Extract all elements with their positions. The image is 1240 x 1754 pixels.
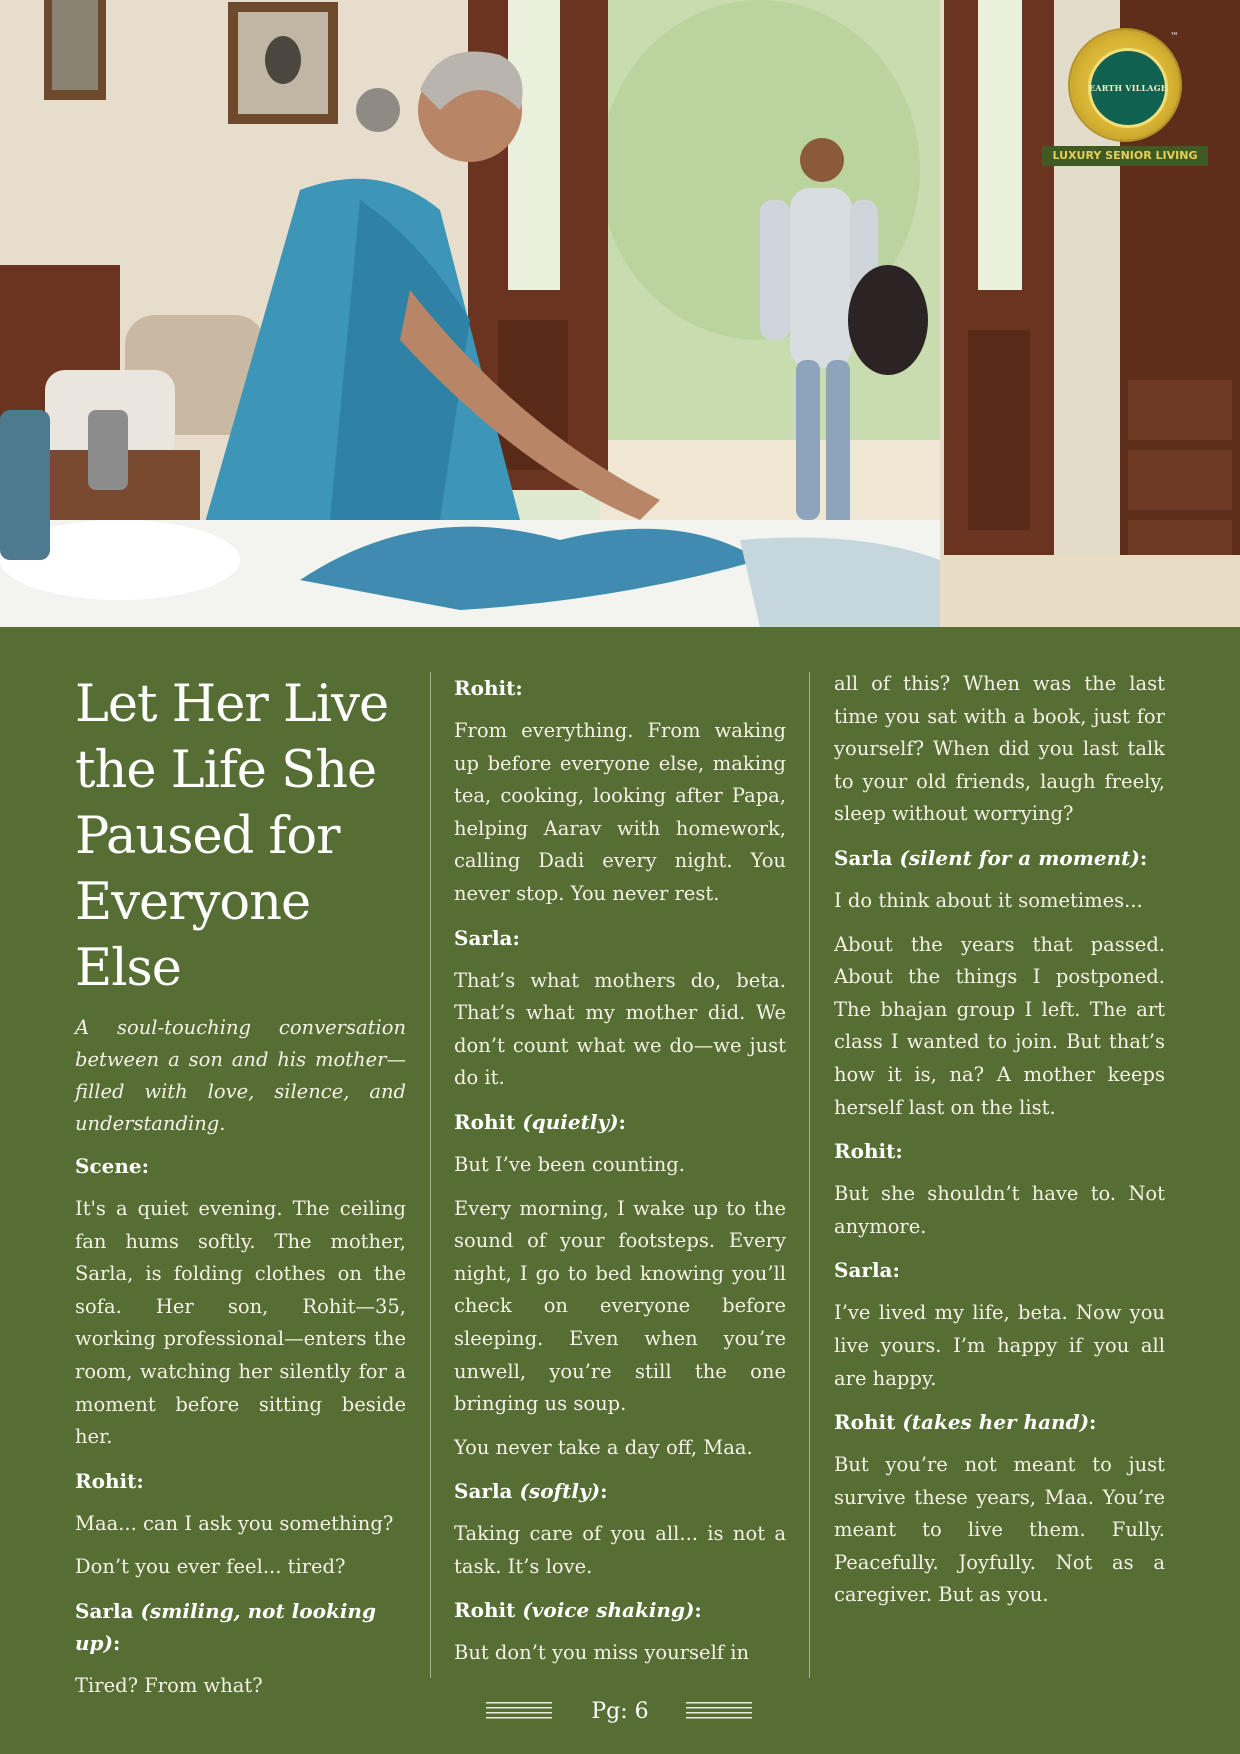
speaker-name: Rohit:	[834, 1139, 903, 1164]
speaker-name: Rohit	[834, 1410, 903, 1435]
brand-tagline: LUXURY SENIOR LIVING	[1042, 146, 1208, 166]
dialogue-paragraph: Maa... can I ask you something?	[75, 1511, 394, 1535]
dialogue-paragraph: About the years that passed. About the things I postponed. The bhajan group I left. The art class I wanted to join. But that’s how it is, na? A mother keeps herself last on the list.	[834, 932, 1165, 1119]
speaker-label	[75, 1150, 406, 1182]
column-1-body	[75, 1150, 406, 1703]
column-2-body	[454, 672, 786, 1670]
stage-direction: (smiling, not looking up)	[75, 1598, 376, 1655]
dialogue-paragraph: But don’t you miss yourself in	[454, 1641, 750, 1665]
dialogue-paragraph: I’ve lived my life, beta. Now you live yours. I’m happy if you all are happy.	[834, 1301, 1165, 1390]
speaker-name: Rohit	[454, 1109, 523, 1134]
speaker-name: Sarla:	[454, 925, 520, 950]
speaker-label	[75, 1465, 406, 1497]
dialogue-paragraph: all of this? When was the last time you sat with a book, just for yourself? When did you last talk to your old friends, laugh freely, sleep without worrying?	[834, 672, 1165, 826]
hero-photo	[0, 0, 1240, 627]
speaker-label	[454, 1475, 786, 1507]
speaker-name: Rohit:	[454, 676, 523, 700]
page-title: Let Her Live the Life She Paused for Everyone Else	[75, 675, 389, 998]
speaker-colon: :	[618, 1109, 626, 1134]
dialogue-paragraph: It's a quiet evening. The ceiling fan hums softly. The mother, Sarla, is folding clothes on the sofa. Her son, Rohit—35, working professional—enters the room, watching her silently for a moment before sitting beside her.	[75, 1197, 406, 1449]
speaker-colon: :	[694, 1598, 702, 1623]
speaker-colon: :	[1089, 1410, 1097, 1435]
brand-logo	[1042, 30, 1212, 170]
page-footer	[0, 1694, 1240, 1730]
speaker-label	[834, 842, 1165, 874]
speaker-colon: :	[1139, 845, 1148, 870]
speaker-label	[834, 1254, 1165, 1286]
speaker-label	[834, 1406, 1165, 1438]
dialogue-paragraph: You never take a day off, Maa.	[454, 1435, 753, 1459]
speaker-colon: :	[600, 1479, 608, 1504]
logo-seal	[1070, 30, 1180, 140]
footer-decoration	[686, 1702, 752, 1722]
speaker-name: Sarla	[454, 1479, 520, 1504]
dialogue-paragraph: But she shouldn’t have to. Not anymore.	[834, 1182, 1165, 1238]
speaker-label	[75, 1595, 406, 1659]
stage-direction: (takes her hand)	[902, 1410, 1090, 1435]
speaker-name: Rohit:	[75, 1468, 144, 1493]
column-divider	[809, 672, 810, 1678]
stage-direction: (voice shaking)	[522, 1598, 695, 1623]
column-2	[454, 672, 786, 1681]
page-number: Pg: 6	[591, 1699, 649, 1724]
speaker-label	[454, 922, 786, 954]
footer-decoration	[486, 1702, 552, 1722]
speaker-name: Sarla	[834, 845, 900, 870]
speaker-name: Rohit	[454, 1598, 523, 1623]
trademark-symbol: ™	[1170, 32, 1179, 42]
stage-direction: (softly)	[519, 1479, 601, 1504]
page-subtitle: A soul-touching conversation between a son and his mother—filled with love, silence, and understanding.	[75, 1016, 406, 1135]
column-divider	[430, 672, 431, 1678]
column-3	[834, 668, 1165, 1623]
dialogue-paragraph: Taking care of you all... is not a task. It’s love.	[454, 1522, 786, 1578]
dialogue-paragraph: But you’re not meant to just survive these years, Maa. You’re meant to live them. Fully. Peacefully. Joyfully. Not as a caregiver. But as you.	[834, 1453, 1165, 1607]
speaker-name: Sarla	[75, 1598, 141, 1623]
speaker-colon: :	[113, 1630, 121, 1655]
speaker-name: Sarla:	[834, 1258, 900, 1283]
speaker-label	[454, 672, 786, 704]
stage-direction: (quietly)	[522, 1109, 619, 1134]
speaker-label	[834, 1135, 1165, 1167]
dialogue-paragraph: Every morning, I wake up to the sound of your footsteps. Every night, I go to bed knowing you’ll check on everyone before sleeping. Even when you’re unwell, you’re still the one bringing us soup.	[454, 1196, 786, 1416]
stage-direction: (silent for a moment)	[899, 845, 1140, 870]
speaker-label	[454, 1594, 786, 1626]
speaker-label	[454, 1106, 786, 1138]
dialogue-paragraph: I do think about it sometimes...	[834, 888, 1143, 912]
column-1	[75, 672, 406, 1714]
dialogue-paragraph: Don’t you ever feel... tired?	[75, 1555, 346, 1579]
column-3-body	[834, 668, 1165, 1612]
dialogue-paragraph: That’s what mothers do, beta. That’s what my mother did. We don’t count what we do—we just do it.	[454, 968, 786, 1090]
logo-brand-name: EARTH VILLAGE	[1088, 83, 1168, 93]
speaker-name: Scene:	[75, 1154, 149, 1178]
dialogue-paragraph: But I’ve been counting.	[454, 1152, 685, 1176]
dialogue-paragraph: Tired? From what?	[75, 1673, 263, 1697]
dialogue-paragraph: From everything. From waking up before everyone else, making tea, cooking, looking after Papa, helping Aarav with homework, calling Dadi every night. You never stop. You never rest.	[454, 719, 786, 905]
